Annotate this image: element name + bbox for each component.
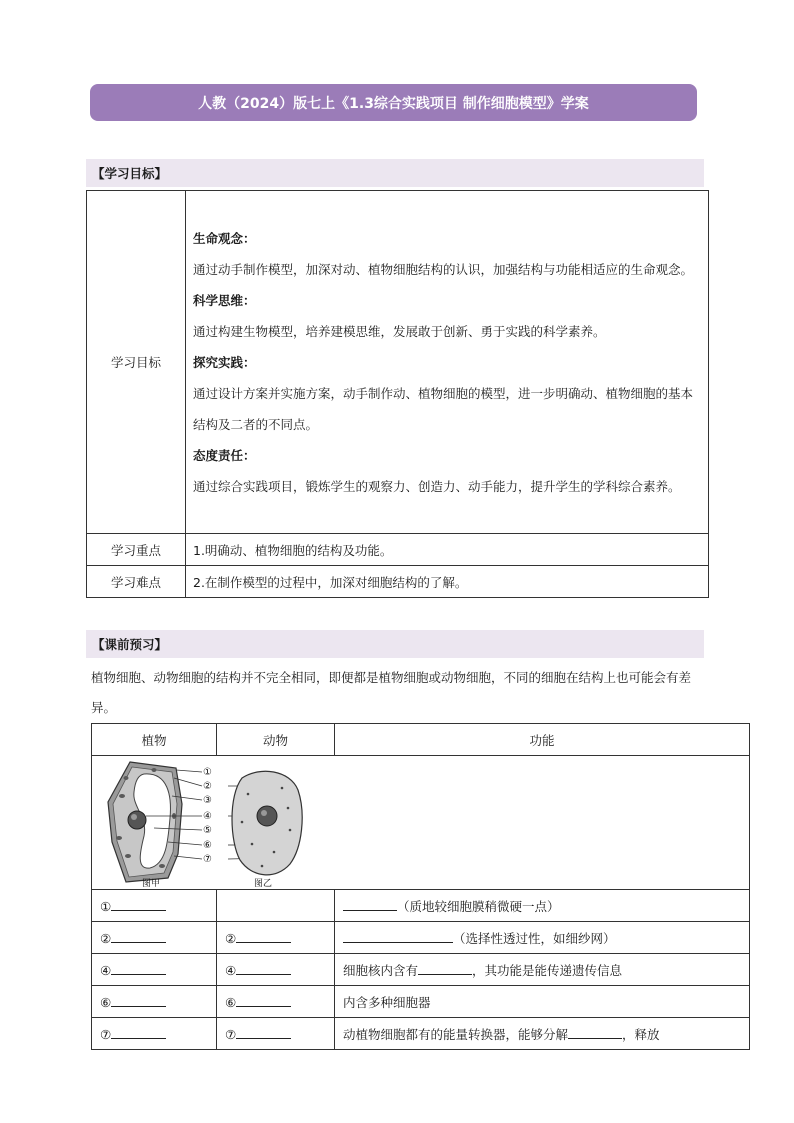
answer-blank[interactable] [343,898,397,911]
animal-cell-blank: ② [217,922,335,954]
plant-cell-blank: ⑥ [92,986,217,1018]
answer-blank[interactable] [111,898,166,911]
table-row [92,954,750,986]
function-cell: （选择性透过性，如细纱网） [335,922,750,954]
goals-table [86,190,709,598]
section-header-preview: 【课前预习】 [86,630,704,658]
goal-text: 通过设计方案并实施方案，动手制作动、植物细胞的模型，进一步明确动、植物细胞的基本结构及二者的不同点。 [193,385,694,432]
goal-practice [193,347,702,440]
function-cell: 内含多种细胞器 [335,986,750,1018]
answer-blank[interactable] [111,1026,166,1039]
marker-label: ④ [203,811,212,822]
goal-thinking [193,285,702,347]
table-row [87,566,709,598]
animal-cell-blank [217,890,335,922]
goal-heading: 生命观念： [193,230,256,246]
goal-attitude [193,440,702,502]
marker-label: ⑤ [203,825,212,836]
goal-life [193,223,702,285]
cell-diagram [92,756,332,889]
animal-cell-blank: ⑥ [217,986,335,1018]
function-cell: 动植物细胞都有的能量转换器，能够分解 ，释放 [335,1018,750,1050]
header-function: 功能 [335,724,750,756]
answer-blank[interactable] [568,1026,622,1039]
figure-row [92,756,750,890]
answer-blank[interactable] [111,962,166,975]
goal-heading: 科学思维： [193,292,256,308]
figure-cell [92,756,750,890]
marker-labels [203,767,212,865]
answer-blank[interactable] [418,962,472,975]
animal-caption: 图乙 [254,879,273,889]
page-title: 人教（2024）版七上《1.3综合实践项目 制作细胞模型》学案 [90,84,697,121]
table-row [92,1018,750,1050]
header-plant: 植物 [92,724,217,756]
plant-caption: 图甲 [142,879,161,889]
marker-label: ① [203,767,212,778]
plant-cell-blank: ⑦ [92,1018,217,1050]
answer-blank[interactable] [236,962,291,975]
animal-cell-blank: ⑦ [217,1018,335,1050]
marker-label: ⑥ [203,840,212,851]
answer-blank[interactable] [343,930,453,943]
answer-blank[interactable] [236,1026,291,1039]
table-row [87,534,709,566]
goal-heading: 态度责任： [193,447,256,463]
goal-text: 通过动手制作模型，加深对动、植物细胞结构的认识，加强结构与功能相适应的生命观念。 [193,261,694,277]
plant-cell-blank: ① [92,890,217,922]
table-row [87,191,709,534]
marker-label: ② [203,781,212,792]
goals-content [186,191,709,534]
key-text: 1.明确动、植物细胞的结构及功能。 [186,534,709,566]
table-row [92,922,750,954]
answer-blank[interactable] [111,930,166,943]
marker-label: ⑦ [203,854,212,865]
plant-cell-blank: ② [92,922,217,954]
animal-cell-blank: ④ [217,954,335,986]
function-cell: （质地较细胞膜稍微硬一点） [335,890,750,922]
difficulty-text: 2.在制作模型的过程中，加深对细胞结构的了解。 [186,566,709,598]
difficulty-label: 学习难点 [87,566,186,598]
plant-cell [108,762,182,882]
animal-cell [232,771,302,875]
answer-blank[interactable] [236,930,291,943]
answer-blank[interactable] [111,994,166,1007]
table-header-row [92,724,750,756]
header-animal: 动物 [217,724,335,756]
answer-blank[interactable] [236,994,291,1007]
section-header-goals: 【学习目标】 [86,159,704,187]
table-row [92,986,750,1018]
goals-label: 学习目标 [87,191,186,534]
table-row [92,890,750,922]
marker-label: ③ [203,795,212,806]
goal-text: 通过构建生物模型，培养建模思维，发展敢于创新、勇于实践的科学素养。 [193,323,606,339]
goal-heading: 探究实践： [193,354,256,370]
goal-text: 通过综合实践项目，锻炼学生的观察力、创造力、动手能力，提升学生的学科综合素养。 [193,478,681,494]
plant-cell-blank: ④ [92,954,217,986]
compare-table [91,723,750,1050]
preview-intro: 植物细胞、动物细胞的结构并不完全相同，即便都是植物细胞或动物细胞，不同的细胞在结构上也可能会有差异。 [91,670,692,715]
function-cell: 细胞核内含有 ，其功能是能传递遗传信息 [335,954,750,986]
key-label: 学习重点 [87,534,186,566]
